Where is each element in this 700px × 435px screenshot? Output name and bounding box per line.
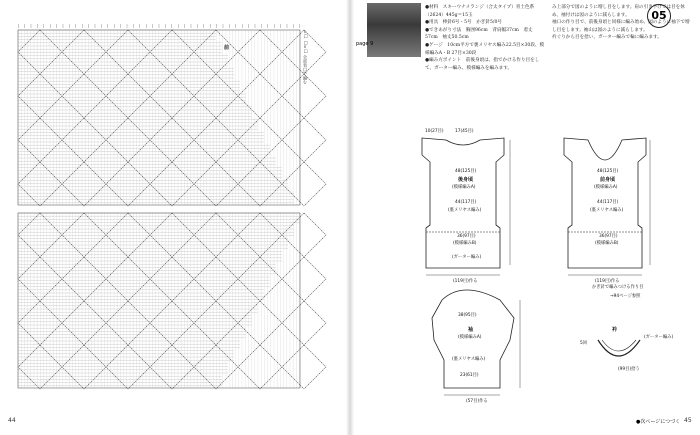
sleeve-pattern-rev: (裏メリヤス編み) [452, 357, 486, 362]
back-garter: (ガーター編み) [452, 255, 482, 260]
chart-grid-bottom [18, 213, 326, 389]
instruction-1: み上部分で図のように増し目をします。肩の引き下げでは目を休め、袖付けは図のように減らします。 [552, 5, 685, 18]
front-cast: (119目)作る [595, 279, 620, 284]
back-pattern-b: (模様編みB) [453, 241, 477, 246]
front-pattern-rev: (裏メリヤス編み) [590, 208, 624, 213]
back-pattern-a: (模様編みA) [452, 185, 476, 190]
material-line-5: ●編み方ポイント 前後身頃は、指でかける作り目をして、ガーター編み、模様編みを編みます。 [425, 58, 540, 71]
sleeve-mid: 23(61目) [460, 373, 479, 378]
sleeve-top: 38(95目) [458, 313, 477, 318]
material-line-1: ●材料 スキーウナメランジ（合太タイプ）青土色系（2624）445g＝15玉 [425, 5, 535, 18]
instruction-3: 衿ぐりから目を拾い、ガーター編みで輪に編みます。 [552, 35, 662, 41]
back-hip: 44(117目) [455, 200, 477, 205]
chart-mark: 前 [224, 45, 230, 51]
sleeve-pattern-a: (模様編みA) [458, 335, 482, 340]
back-pattern-rev: (裏メリヤス編み) [448, 208, 482, 213]
collar-repeat: 5回 [580, 341, 588, 346]
page-number-right: 45 [684, 417, 692, 424]
back-cast: (119目)作る [453, 279, 478, 284]
page-number-left: 44 [8, 417, 16, 424]
instruction-2: 袖口の作り目で、前後身頃と同様に編み始め、図のように袖下で増し目をします。袖山は図のように減らします。 [552, 20, 690, 33]
sleeve-hem: (57目)作る [466, 399, 488, 404]
collar-pattern: (ガーター編み) [644, 335, 674, 340]
back-width: 48(125目) [455, 169, 477, 174]
front-pattern-b: (模様編みB) [595, 241, 619, 246]
collar-stitches: (99目)拾う [618, 367, 640, 372]
pattern-number: 05 [647, 4, 671, 28]
front-pattern-a: (模様編みA) [594, 185, 618, 190]
collar-name: 衿 [612, 327, 618, 333]
material-line-4: ●ゲージ 10cm平方で裏メリヤス編み22.5目×30段、模様編みA・B 27目×30段 [425, 42, 545, 56]
front-hip: 44(117目) [597, 200, 619, 205]
chart-grid-top [18, 30, 326, 206]
crochet-ref: →94ページ参照 [610, 294, 641, 299]
front-body-name: 前身頃 [600, 177, 616, 183]
material-line-2: ●用具 棒針6号・5号 かぎ針5/0号 [425, 20, 502, 26]
continued-note: ●次ページにつづく [636, 419, 681, 425]
back-body-name: 後身頃 [458, 177, 474, 183]
sleeve-name: 袖 [468, 327, 474, 333]
back-top: 17(45目) [455, 129, 474, 134]
chart-side-note: =□ □=□ 全部表目で編む [303, 30, 308, 85]
front-hem: 36(97目) [599, 234, 618, 239]
page-ref: page 9 [356, 41, 374, 47]
back-hem: 36(97目) [457, 234, 476, 239]
back-shoulder: 10(27目) [425, 129, 444, 134]
material-line-3: ●できあがり寸法 胸囲96cm 背肩幅37cm 着丈57cm 袖丈50.5cm [425, 27, 533, 41]
schematic-diagrams [350, 0, 700, 435]
front-width: 48(125目) [597, 169, 619, 174]
crochet-note: かぎ針で編みつける作り目 [592, 285, 644, 290]
